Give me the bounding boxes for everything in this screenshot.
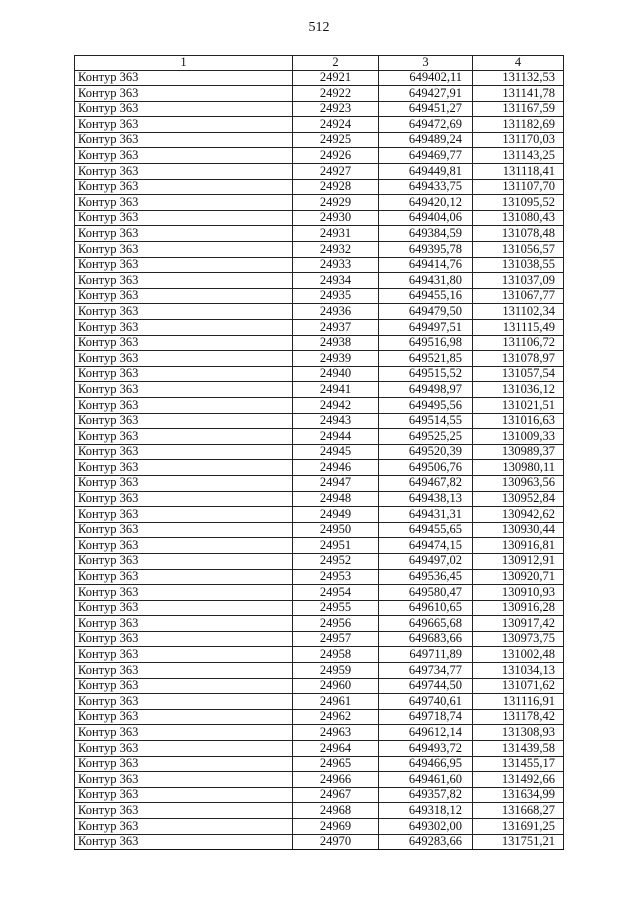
table-row <box>75 101 564 117</box>
point-number-cell: 24970 <box>293 834 379 850</box>
table-row <box>75 366 564 382</box>
point-number-cell: 24956 <box>293 616 379 632</box>
contour-name-cell: Контур 363 <box>75 179 293 195</box>
x-coordinate-cell: 649466,95 <box>379 756 473 772</box>
point-number-cell: 24946 <box>293 460 379 476</box>
table-row <box>75 600 564 616</box>
point-number-cell: 24928 <box>293 179 379 195</box>
x-coordinate-cell: 649283,66 <box>379 834 473 850</box>
x-coordinate-cell: 649683,66 <box>379 631 473 647</box>
table-row <box>75 616 564 632</box>
table-row <box>75 709 564 725</box>
x-coordinate-cell: 649516,98 <box>379 335 473 351</box>
contour-name-cell: Контур 363 <box>75 382 293 398</box>
table-row <box>75 538 564 554</box>
y-coordinate-cell: 131036,12 <box>473 382 564 398</box>
point-number-cell: 24964 <box>293 741 379 757</box>
y-coordinate-cell: 131071,62 <box>473 678 564 694</box>
x-coordinate-cell: 649469,77 <box>379 148 473 164</box>
contour-name-cell: Контур 363 <box>75 273 293 289</box>
point-number-cell: 24960 <box>293 678 379 694</box>
y-coordinate-cell: 131455,17 <box>473 756 564 772</box>
y-coordinate-cell: 130930,44 <box>473 522 564 538</box>
x-coordinate-cell: 649451,27 <box>379 101 473 117</box>
y-coordinate-cell: 131167,59 <box>473 101 564 117</box>
y-coordinate-cell: 131170,03 <box>473 132 564 148</box>
table-row <box>75 819 564 835</box>
x-coordinate-cell: 649744,50 <box>379 678 473 694</box>
column-header-3: 3 <box>379 56 473 71</box>
table-row <box>75 585 564 601</box>
x-coordinate-cell: 649449,81 <box>379 164 473 180</box>
contour-name-cell: Контур 363 <box>75 709 293 725</box>
x-coordinate-cell: 649718,74 <box>379 709 473 725</box>
contour-name-cell: Контур 363 <box>75 132 293 148</box>
point-number-cell: 24945 <box>293 444 379 460</box>
x-coordinate-cell: 649580,47 <box>379 585 473 601</box>
point-number-cell: 24942 <box>293 397 379 413</box>
column-header-1: 1 <box>75 56 293 71</box>
x-coordinate-cell: 649536,45 <box>379 569 473 585</box>
point-number-cell: 24923 <box>293 101 379 117</box>
point-number-cell: 24934 <box>293 273 379 289</box>
y-coordinate-cell: 131038,55 <box>473 257 564 273</box>
point-number-cell: 24952 <box>293 553 379 569</box>
table-row <box>75 475 564 491</box>
x-coordinate-cell: 649497,51 <box>379 320 473 336</box>
contour-name-cell: Контур 363 <box>75 538 293 554</box>
contour-name-cell: Контур 363 <box>75 787 293 803</box>
y-coordinate-cell: 131115,49 <box>473 320 564 336</box>
table-row <box>75 70 564 86</box>
y-coordinate-cell: 131095,52 <box>473 195 564 211</box>
point-number-cell: 24958 <box>293 647 379 663</box>
contour-name-cell: Контур 363 <box>75 631 293 647</box>
y-coordinate-cell: 131308,93 <box>473 725 564 741</box>
x-coordinate-cell: 649357,82 <box>379 787 473 803</box>
table-row <box>75 803 564 819</box>
contour-name-cell: Контур 363 <box>75 304 293 320</box>
y-coordinate-cell: 131078,48 <box>473 226 564 242</box>
table-row <box>75 460 564 476</box>
y-coordinate-cell: 130942,62 <box>473 507 564 523</box>
contour-name-cell: Контур 363 <box>75 522 293 538</box>
point-number-cell: 24953 <box>293 569 379 585</box>
table-row <box>75 772 564 788</box>
point-number-cell: 24943 <box>293 413 379 429</box>
point-number-cell: 24965 <box>293 756 379 772</box>
table-row <box>75 413 564 429</box>
table-row <box>75 834 564 850</box>
table-row <box>75 304 564 320</box>
contour-name-cell: Контур 363 <box>75 320 293 336</box>
point-number-cell: 24954 <box>293 585 379 601</box>
y-coordinate-cell: 130916,81 <box>473 538 564 554</box>
y-coordinate-cell: 131021,51 <box>473 397 564 413</box>
x-coordinate-cell: 649414,76 <box>379 257 473 273</box>
x-coordinate-cell: 649395,78 <box>379 242 473 258</box>
contour-name-cell: Контур 363 <box>75 694 293 710</box>
x-coordinate-cell: 649420,12 <box>379 195 473 211</box>
contour-name-cell: Контур 363 <box>75 148 293 164</box>
y-coordinate-cell: 131037,09 <box>473 273 564 289</box>
point-number-cell: 24950 <box>293 522 379 538</box>
point-number-cell: 24961 <box>293 694 379 710</box>
table-row <box>75 86 564 102</box>
table-row <box>75 631 564 647</box>
table-row <box>75 491 564 507</box>
x-coordinate-cell: 649489,24 <box>379 132 473 148</box>
contour-name-cell: Контур 363 <box>75 397 293 413</box>
x-coordinate-cell: 649472,69 <box>379 117 473 133</box>
point-number-cell: 24959 <box>293 663 379 679</box>
point-number-cell: 24932 <box>293 242 379 258</box>
y-coordinate-cell: 130989,37 <box>473 444 564 460</box>
y-coordinate-cell: 131102,34 <box>473 304 564 320</box>
y-coordinate-cell: 131132,53 <box>473 70 564 86</box>
x-coordinate-cell: 649520,39 <box>379 444 473 460</box>
y-coordinate-cell: 131002,48 <box>473 647 564 663</box>
table-row <box>75 444 564 460</box>
page-number: 512 <box>308 20 330 35</box>
table-header-row <box>75 56 564 71</box>
table-row <box>75 195 564 211</box>
table-row <box>75 647 564 663</box>
x-coordinate-cell: 649431,31 <box>379 507 473 523</box>
y-coordinate-cell: 130917,42 <box>473 616 564 632</box>
point-number-cell: 24966 <box>293 772 379 788</box>
y-coordinate-cell: 131751,21 <box>473 834 564 850</box>
contour-name-cell: Контур 363 <box>75 491 293 507</box>
contour-name-cell: Контур 363 <box>75 117 293 133</box>
contour-name-cell: Контур 363 <box>75 569 293 585</box>
y-coordinate-cell: 130963,56 <box>473 475 564 491</box>
contour-name-cell: Контур 363 <box>75 413 293 429</box>
table-row <box>75 226 564 242</box>
table-row <box>75 725 564 741</box>
x-coordinate-cell: 649404,06 <box>379 210 473 226</box>
contour-name-cell: Контур 363 <box>75 756 293 772</box>
y-coordinate-cell: 131182,69 <box>473 117 564 133</box>
x-coordinate-cell: 649433,75 <box>379 179 473 195</box>
y-coordinate-cell: 131034,13 <box>473 663 564 679</box>
table-row <box>75 273 564 289</box>
x-coordinate-cell: 649493,72 <box>379 741 473 757</box>
y-coordinate-cell: 130910,93 <box>473 585 564 601</box>
table-row <box>75 242 564 258</box>
table-row <box>75 507 564 523</box>
y-coordinate-cell: 131067,77 <box>473 288 564 304</box>
table-row <box>75 164 564 180</box>
x-coordinate-cell: 649525,25 <box>379 429 473 445</box>
point-number-cell: 24929 <box>293 195 379 211</box>
table-row <box>75 787 564 803</box>
y-coordinate-cell: 131691,25 <box>473 819 564 835</box>
x-coordinate-cell: 649384,59 <box>379 226 473 242</box>
y-coordinate-cell: 131178,42 <box>473 709 564 725</box>
y-coordinate-cell: 131439,58 <box>473 741 564 757</box>
contour-name-cell: Контур 363 <box>75 475 293 491</box>
point-number-cell: 24962 <box>293 709 379 725</box>
table-row <box>75 397 564 413</box>
y-coordinate-cell: 131118,41 <box>473 164 564 180</box>
point-number-cell: 24957 <box>293 631 379 647</box>
contour-name-cell: Контур 363 <box>75 335 293 351</box>
contour-name-cell: Контур 363 <box>75 553 293 569</box>
contour-name-cell: Контур 363 <box>75 444 293 460</box>
point-number-cell: 24947 <box>293 475 379 491</box>
contour-name-cell: Контур 363 <box>75 772 293 788</box>
table-row <box>75 257 564 273</box>
y-coordinate-cell: 130952,84 <box>473 491 564 507</box>
point-number-cell: 24941 <box>293 382 379 398</box>
x-coordinate-cell: 649497,02 <box>379 553 473 569</box>
table-body <box>75 70 564 850</box>
x-coordinate-cell: 649515,52 <box>379 366 473 382</box>
y-coordinate-cell: 131634,99 <box>473 787 564 803</box>
table-row <box>75 288 564 304</box>
table-row <box>75 694 564 710</box>
x-coordinate-cell: 649610,65 <box>379 600 473 616</box>
contour-name-cell: Контур 363 <box>75 195 293 211</box>
point-number-cell: 24921 <box>293 70 379 86</box>
x-coordinate-cell: 649506,76 <box>379 460 473 476</box>
contour-name-cell: Контур 363 <box>75 585 293 601</box>
contour-name-cell: Контур 363 <box>75 210 293 226</box>
x-coordinate-cell: 649498,97 <box>379 382 473 398</box>
y-coordinate-cell: 131057,54 <box>473 366 564 382</box>
point-number-cell: 24967 <box>293 787 379 803</box>
point-number-cell: 24935 <box>293 288 379 304</box>
point-number-cell: 24936 <box>293 304 379 320</box>
y-coordinate-cell: 131107,70 <box>473 179 564 195</box>
point-number-cell: 24938 <box>293 335 379 351</box>
contour-name-cell: Контур 363 <box>75 226 293 242</box>
contour-name-cell: Контур 363 <box>75 101 293 117</box>
contour-name-cell: Контур 363 <box>75 803 293 819</box>
y-coordinate-cell: 131106,72 <box>473 335 564 351</box>
table-row <box>75 320 564 336</box>
x-coordinate-cell: 649455,16 <box>379 288 473 304</box>
point-number-cell: 24963 <box>293 725 379 741</box>
point-number-cell: 24925 <box>293 132 379 148</box>
x-coordinate-cell: 649474,15 <box>379 538 473 554</box>
contour-name-cell: Контур 363 <box>75 257 293 273</box>
y-coordinate-cell: 131078,97 <box>473 351 564 367</box>
point-number-cell: 24933 <box>293 257 379 273</box>
table-row <box>75 132 564 148</box>
point-number-cell: 24937 <box>293 320 379 336</box>
y-coordinate-cell: 131056,57 <box>473 242 564 258</box>
contour-name-cell: Контур 363 <box>75 678 293 694</box>
contour-name-cell: Контур 363 <box>75 70 293 86</box>
y-coordinate-cell: 130973,75 <box>473 631 564 647</box>
contour-name-cell: Контур 363 <box>75 460 293 476</box>
table-row <box>75 382 564 398</box>
contour-name-cell: Контур 363 <box>75 616 293 632</box>
y-coordinate-cell: 131143,25 <box>473 148 564 164</box>
x-coordinate-cell: 649467,82 <box>379 475 473 491</box>
table-row <box>75 522 564 538</box>
table-row <box>75 678 564 694</box>
table-row <box>75 756 564 772</box>
table-row <box>75 148 564 164</box>
x-coordinate-cell: 649711,89 <box>379 647 473 663</box>
point-number-cell: 24931 <box>293 226 379 242</box>
y-coordinate-cell: 131116,91 <box>473 694 564 710</box>
table-row <box>75 553 564 569</box>
x-coordinate-cell: 649455,65 <box>379 522 473 538</box>
contour-name-cell: Контур 363 <box>75 86 293 102</box>
point-number-cell: 24922 <box>293 86 379 102</box>
contour-name-cell: Контур 363 <box>75 834 293 850</box>
point-number-cell: 24944 <box>293 429 379 445</box>
x-coordinate-cell: 649461,60 <box>379 772 473 788</box>
x-coordinate-cell: 649495,56 <box>379 397 473 413</box>
y-coordinate-cell: 131668,27 <box>473 803 564 819</box>
table-row <box>75 351 564 367</box>
contour-name-cell: Контур 363 <box>75 725 293 741</box>
contour-name-cell: Контур 363 <box>75 819 293 835</box>
y-coordinate-cell: 130980,11 <box>473 460 564 476</box>
point-number-cell: 24955 <box>293 600 379 616</box>
x-coordinate-cell: 649612,14 <box>379 725 473 741</box>
x-coordinate-cell: 649521,85 <box>379 351 473 367</box>
point-number-cell: 24948 <box>293 491 379 507</box>
y-coordinate-cell: 131141,78 <box>473 86 564 102</box>
x-coordinate-cell: 649302,00 <box>379 819 473 835</box>
point-number-cell: 24927 <box>293 164 379 180</box>
x-coordinate-cell: 649514,55 <box>379 413 473 429</box>
point-number-cell: 24926 <box>293 148 379 164</box>
point-number-cell: 24924 <box>293 117 379 133</box>
table-row <box>75 210 564 226</box>
x-coordinate-cell: 649740,61 <box>379 694 473 710</box>
point-number-cell: 24969 <box>293 819 379 835</box>
x-coordinate-cell: 649479,50 <box>379 304 473 320</box>
table-row <box>75 569 564 585</box>
point-number-cell: 24968 <box>293 803 379 819</box>
contour-name-cell: Контур 363 <box>75 647 293 663</box>
x-coordinate-cell: 649402,11 <box>379 70 473 86</box>
table-row <box>75 117 564 133</box>
x-coordinate-cell: 649734,77 <box>379 663 473 679</box>
point-number-cell: 24951 <box>293 538 379 554</box>
column-header-4: 4 <box>473 56 564 71</box>
y-coordinate-cell: 131080,43 <box>473 210 564 226</box>
x-coordinate-cell: 649665,68 <box>379 616 473 632</box>
contour-name-cell: Контур 363 <box>75 351 293 367</box>
table-row <box>75 335 564 351</box>
y-coordinate-cell: 131492,66 <box>473 772 564 788</box>
x-coordinate-cell: 649438,13 <box>379 491 473 507</box>
table-row <box>75 179 564 195</box>
table-row <box>75 741 564 757</box>
y-coordinate-cell: 130920,71 <box>473 569 564 585</box>
contour-name-cell: Контур 363 <box>75 507 293 523</box>
contour-name-cell: Контур 363 <box>75 741 293 757</box>
contour-name-cell: Контур 363 <box>75 366 293 382</box>
point-number-cell: 24939 <box>293 351 379 367</box>
x-coordinate-cell: 649431,80 <box>379 273 473 289</box>
x-coordinate-cell: 649318,12 <box>379 803 473 819</box>
column-header-2: 2 <box>293 56 379 71</box>
contour-name-cell: Контур 363 <box>75 164 293 180</box>
table-row <box>75 663 564 679</box>
point-number-cell: 24949 <box>293 507 379 523</box>
x-coordinate-cell: 649427,91 <box>379 86 473 102</box>
y-coordinate-cell: 131016,63 <box>473 413 564 429</box>
point-number-cell: 24930 <box>293 210 379 226</box>
contour-name-cell: Контур 363 <box>75 429 293 445</box>
y-coordinate-cell: 130916,28 <box>473 600 564 616</box>
contour-name-cell: Контур 363 <box>75 600 293 616</box>
y-coordinate-cell: 131009,33 <box>473 429 564 445</box>
point-number-cell: 24940 <box>293 366 379 382</box>
coordinates-table <box>74 55 564 850</box>
table-row <box>75 429 564 445</box>
y-coordinate-cell: 130912,91 <box>473 553 564 569</box>
contour-name-cell: Контур 363 <box>75 242 293 258</box>
contour-name-cell: Контур 363 <box>75 288 293 304</box>
contour-name-cell: Контур 363 <box>75 663 293 679</box>
